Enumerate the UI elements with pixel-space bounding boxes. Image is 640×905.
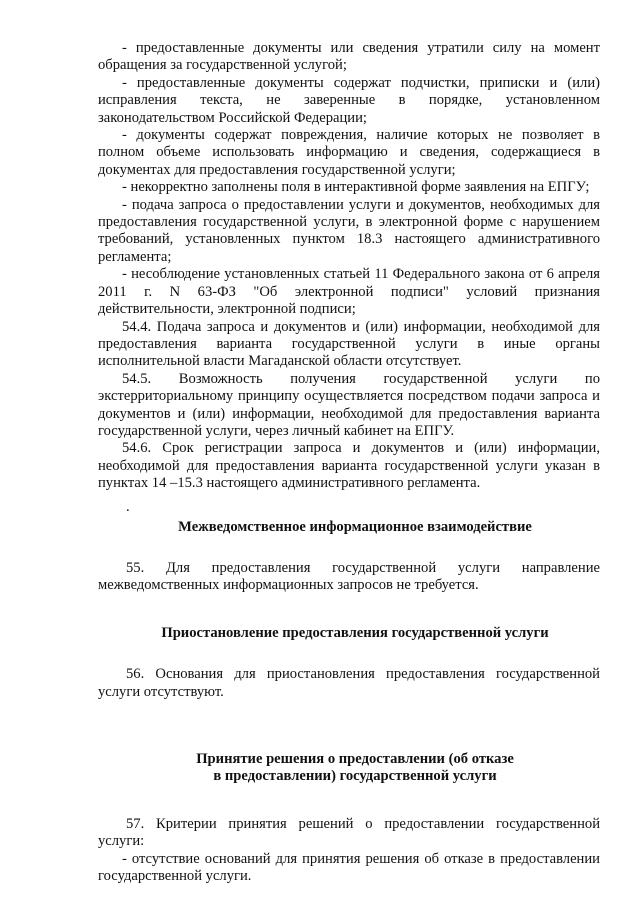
paragraph-54-5: 54.5. Возможность получения государственной услуги по экстерриториальному принципу осуществляется посредством подачи запроса и документов и (или) информации, необходимой для предоставления варианта государственной услуги, через личный кабинет на ЕПГУ. [98, 370, 600, 439]
heading-decision-line-1: Принятие решения о предоставлении (об отказе [196, 751, 514, 767]
paragraph-55: 55. Для предоставления государственной услуги направление межведомственных информационных запросов не требуется. [98, 559, 600, 594]
heading-interagency: Межведомственное информационное взаимодействие [178, 518, 532, 535]
heading-decision [98, 751, 600, 786]
stray-mark: . [126, 498, 130, 515]
heading-decision-line-2: в предоставлении) государственной услуги [213, 768, 497, 785]
paragraph-56: 56. Основания для приостановления предоставления государственной услуги отсутствуют. [98, 666, 600, 700]
paragraph-electronic-request-violation: - подача запроса о предоставлении услуги и документов, необходимых для предоставления государственной услуги, в электронной форме с нарушением требований, установленных пунктом 18.3 настоящего административного регламента; [98, 196, 600, 265]
paragraph-documents-expired: - предоставленные документы или сведения утратили силу на момент обращения за государственной услугой; [98, 40, 600, 74]
paragraph-54-6: 54.6. Срок регистрации запроса и документов и (или) информации, необходимой для предоставления варианта государственной услуги указан в пунктах 14 –15.3 настоящего административного регламента. [98, 440, 600, 492]
paragraph-electronic-signature: - несоблюдение установленных статьей 11 Федерального закона от 6 апреля 2011 г. N 63-ФЗ "Об электронной подписи" условий признания действительности, электронной подписи; [98, 266, 600, 318]
paragraph-documents-corrections: - предоставленные документы содержат подчистки, приписки и (или) исправления текста, не заверенные в порядке, установленном законодательством Российской Федерации; [98, 74, 600, 126]
paragraph-documents-damaged: - документы содержат повреждения, наличие которых не позволяет в полном объеме использовать информацию и сведения, содержащиеся в документах для предоставления государственной услуги; [98, 127, 600, 178]
paragraph-form-fields-incorrect: - некорректно заполнены поля в интерактивной форме заявления на ЕПГУ; [122, 179, 590, 196]
paragraph-no-refusal-grounds: - отсутствие оснований для принятия решения об отказе в предоставлении государственной услуги. [98, 850, 600, 885]
heading-suspension: Приостановление предоставления государственной услуги [161, 624, 549, 641]
paragraph-54-4: 54.4. Подача запроса и документов и (или) информации, необходимой для предоставления варианта государственной услуги в иные органы исполнительной власти Магаданской области отсутствует. [98, 318, 600, 370]
paragraph-57: 57. Критерии принятия решений о предоставлении государственной услуги: [98, 815, 600, 850]
